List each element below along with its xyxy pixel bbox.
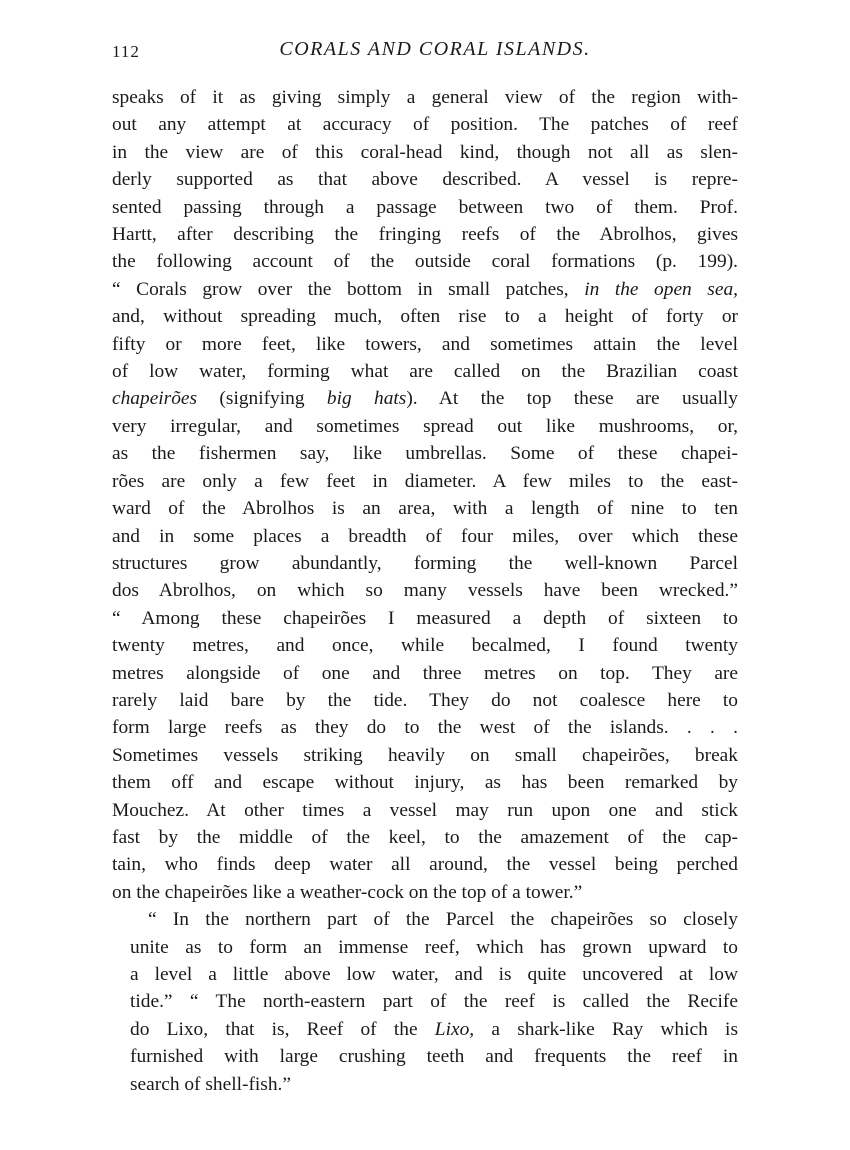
text-line: fifty or more feet, like towers, and sometimes attain the level — [112, 333, 738, 355]
text-line: “ Among these chapeirões I measured a depth of sixteen to — [112, 607, 738, 629]
text-line: “ In the northern part of the Parcel the chapeirões so closely — [148, 909, 738, 931]
text-line: as the fishermen say, like umbrellas. Some of these chapei- — [112, 443, 738, 465]
text-line: unite as to form an immense reef, which has grown upward to — [130, 936, 738, 958]
book-page — [112, 36, 738, 1126]
page-header — [112, 36, 738, 76]
text-line: a level a little above low water, and is quite uncovered at low — [130, 964, 738, 985]
text-line: rarely laid bare by the tide. They do not coalesce here to — [112, 689, 738, 711]
text-line: and, without spreading much, often rise to a height of forty or — [112, 306, 738, 328]
text-line: in the view are of this coral-head kind, though not all as slen- — [112, 141, 738, 163]
running-title: CORALS AND CORAL ISLANDS. — [279, 38, 591, 60]
text-line: metres alongside of one and three metres on top. They are — [112, 662, 738, 684]
text-line: form large reefs as they do to the west of the islands. . . . — [112, 717, 738, 739]
text-line: twenty metres, and once, while becalmed, I found twenty — [112, 635, 738, 657]
body-text — [112, 84, 738, 1098]
text-line: structures grow abundantly, forming the well-known Parcel — [112, 552, 738, 574]
text-line: derly supported as that above described. A vessel is repre- — [112, 169, 738, 191]
text-line: out any attempt at accuracy of position. The patches of reef — [112, 114, 738, 136]
text-line: chapeirões (signifying big hats). At the top these are usually — [112, 388, 738, 410]
text-line: Mouchez. At other times a vessel may run upon one and stick — [112, 799, 738, 821]
page-number: 112 — [112, 42, 140, 61]
text-line: dos Abrolhos, on which so many vessels have been wrecked.” — [112, 580, 738, 602]
text-line: tain, who finds deep water all around, the vessel being perched — [112, 854, 738, 876]
paragraph-1 — [112, 84, 738, 906]
text-line: search of shell-fish.” — [130, 1073, 291, 1095]
text-line: furnished with large crushing teeth and frequents the reef in — [130, 1046, 738, 1068]
text-line: them off and escape without injury, as has been remarked by — [112, 772, 738, 794]
text-line: and in some places a breadth of four miles, over which these — [112, 525, 738, 547]
text-line: of low water, forming what are called on the Brazilian coast — [112, 361, 738, 383]
text-line: the following account of the outside coral formations (p. 199). — [112, 251, 738, 273]
text-line: speaks of it as giving simply a general view of the region with- — [112, 87, 738, 108]
text-line: rões are only a few feet in diameter. A few miles to the east- — [112, 470, 738, 492]
text-line: do Lixo, that is, Reef of the Lixo, a shark-like Ray which is — [130, 1018, 738, 1040]
text-line: ward of the Abrolhos is an area, with a length of nine to ten — [112, 498, 738, 520]
text-line: Hartt, after describing the fringing reefs of the Abrolhos, gives — [112, 224, 738, 246]
text-line: on the chapeirões like a weather-cock on the top of a tower.” — [112, 881, 583, 903]
text-line: “ Corals grow over the bottom in small patches, in the open sea, — [112, 278, 738, 300]
text-line: fast by the middle of the keel, to the amazement of the cap- — [112, 826, 738, 848]
paragraph-2 — [112, 906, 738, 1098]
text-line: sented passing through a passage between two of them. Prof. — [112, 196, 738, 218]
text-line: tide.” “ The north-eastern part of the reef is called the Recife — [130, 991, 738, 1013]
text-line: very irregular, and sometimes spread out like mushrooms, or, — [112, 415, 738, 437]
text-line: Sometimes vessels striking heavily on small chapeirões, break — [112, 744, 738, 766]
